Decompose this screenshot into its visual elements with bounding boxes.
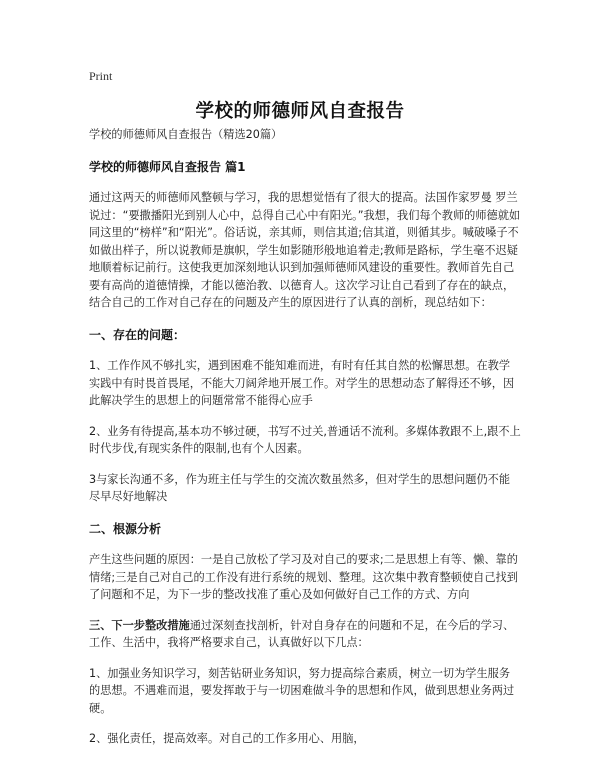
- section-measures-text: 通过深刻查找剖析，针对自身存在的问题和不足，在今后的学习、工作、生活中，我将严格要求自己，认真做好以下几点：: [89, 618, 515, 649]
- analysis-paragraph: 产生这些问题的原因：一是自己放松了学习及对自己的要求;二是思想上有等、懒、靠的情绪;三是自己对自己的工作没有进行系统的规划、整理。这次集中教育整顿使自己找到了问题和不足，为下一步的整改找准了重心及如何做好自己工作的方式、方向: [89, 553, 518, 601]
- document-body: [89, 126, 521, 748]
- section-heading-measures: 三、下一步整改措施: [89, 618, 190, 632]
- section-heading-analysis: 二、根源分析: [89, 521, 162, 536]
- section-heading-problems: 一、存在的问题：: [89, 327, 186, 342]
- problem-item-1: 1、工作作风不够扎实，遇到困难不能知难而进，有时有任其自然的松懈思想。在教学实践中有时畏首畏尾，不能大刀阔斧地开展工作。对学生的思想动态了解得还不够，因此解决学生的思想上的问题常常不能得心应手: [89, 359, 515, 407]
- problem-item-3: 3与家长沟通不多，作为班主任与学生的交流次数虽然多，但对学生的思想问题仍不能尽早尽好地解决: [89, 472, 511, 503]
- print-link[interactable]: Print: [89, 69, 113, 83]
- section-measures-paragraph: [89, 617, 521, 652]
- article-heading: 学校的师德师风自查报告 篇1: [89, 159, 246, 174]
- measure-item-1: 1、加强业务知识学习，刻苦钻研业务知识，努力提高综合素质，树立一切为学生服务的思想。不遇难而退，要发挥敢于与一切困难做斗争的思想和作风，做到思想业务两过硬。: [89, 666, 515, 715]
- document-title: 学校的师德师风自查报告: [195, 101, 405, 122]
- problem-item-2: 2、业务有待提高,基本功不够过硬，书写不过关,普通话不流利。多媒体教跟不上,跟不上时代步伐,有现实条件的限制,也有个人因素。: [89, 424, 521, 455]
- document-subtitle: 学校的师德师风自查报告（精选20篇）: [89, 128, 283, 141]
- intro-paragraph: 通过这两天的师德师风整顿与学习，我的思想觉悟有了很大的提高。法国作家罗曼 罗兰说过：“要撒播阳光到别人心中，总得自己心中有阳光。”我想，我们每个教师的师德就如同这里的“榜样”和“阳光”。俗话说，亲其师，则信其道;信其道，则循其步。喊破嗓子不如做出样子，所以说教师是旗帜，学生如影随形般地追着走;教师是路标，学生毫不迟疑地顺着标记前行。这使我更加深刻地认识到加强师德师风建设的重要性。教师首先自己要有高尚的道德情操，才能以德治教、以德育人。这次学习让自己看到了存在的缺点，结合自己的工作对自己存在的问题及产生的原因进行了认真的剖析，现总结如下：: [89, 191, 521, 309]
- measure-item-2: 2、强化责任，提高效率。对自己的工作多用心、用脑，: [89, 732, 365, 745]
